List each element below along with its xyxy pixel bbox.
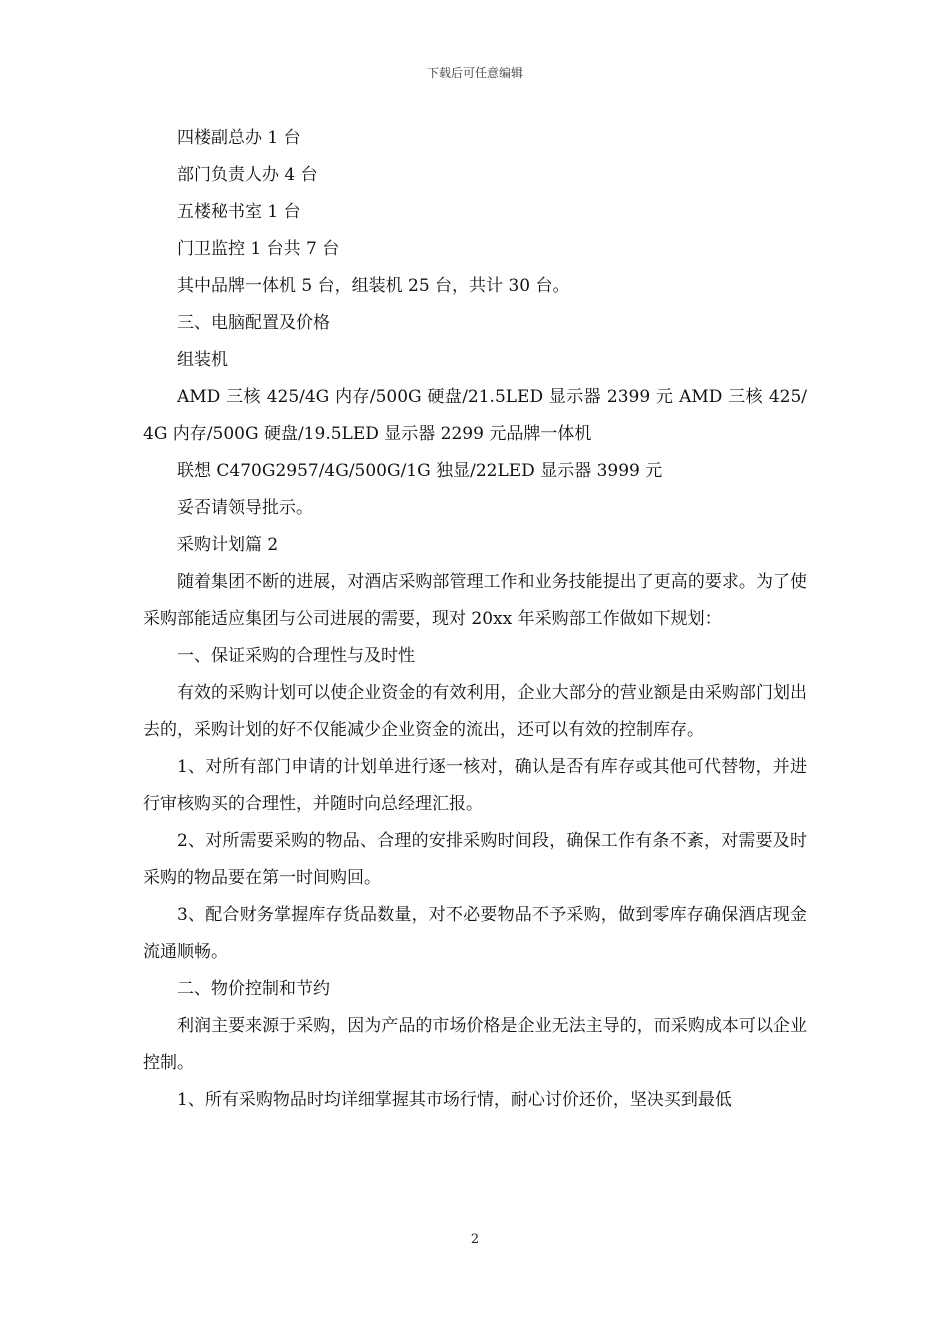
paragraph: 门卫监控 1 台共 7 台 (177, 239, 340, 259)
paragraph: 其中品牌一体机 5 台，组装机 25 台，共计 30 台。 (177, 276, 570, 296)
paragraph: 四楼副总办 1 台 (177, 128, 301, 148)
paragraph: 有效的采购计划可以使企业资金的有效利用，企业大部分的营业额是由采购部门划出去的，采购计划的好不仅能减少企业资金的流出，还可以有效的控制库存。 (143, 683, 807, 740)
paragraph: 2、对所需要采购的物品、合理的安排采购时间段，确保工作有条不紊，对需要及时采购的物品要在第一时间购回。 (143, 831, 807, 888)
paragraph: 随着集团不断的进展，对酒店采购部管理工作和业务技能提出了更高的要求。为了使采购部能适应集团与公司进展的需要，现对 20xx 年采购部工作做如下规划： (143, 572, 807, 629)
paragraph: 联想 C470G2957/4G/500G/1G 独显/22LED 显示器 3999 元 (177, 461, 663, 481)
section-heading: 一、保证采购的合理性与及时性 (177, 646, 415, 666)
section-heading: 采购计划篇 2 (177, 535, 279, 555)
paragraph: 五楼秘书室 1 台 (177, 202, 301, 222)
paragraph: 部门负责人办 4 台 (177, 165, 318, 185)
paragraph: AMD 三核 425/4G 内存/500G 硬盘/21.5LED 显示器 2399 元 AMD 三核 425/4G 内存/500G 硬盘/19.5LED 显示器 2299 元品牌一体机 (143, 387, 807, 444)
section-heading: 三、电脑配置及价格 (177, 313, 330, 333)
paragraph: 1、所有采购物品时均详细掌握其市场行情，耐心讨价还价，坚决买到最低 (177, 1090, 732, 1110)
section-heading: 二、物价控制和节约 (177, 979, 330, 999)
paragraph: 妥否请领导批示。 (177, 498, 313, 518)
paragraph: 3、配合财务掌握库存货品数量，对不必要物品不予采购，做到零库存确保酒店现金流通顺畅。 (143, 905, 807, 962)
page-number: 2 (470, 1232, 480, 1247)
page-header: 下载后可任意编辑 (426, 66, 523, 80)
paragraph: 利润主要来源于采购，因为产品的市场价格是企业无法主导的，而采购成本可以企业控制。 (143, 1016, 807, 1073)
paragraph: 1、对所有部门申请的计划单进行逐一核对，确认是否有库存或其他可代替物，并进行审核购买的合理性，并随时向总经理汇报。 (143, 757, 807, 814)
document-body (143, 120, 807, 1119)
paragraph: 组装机 (177, 350, 228, 370)
